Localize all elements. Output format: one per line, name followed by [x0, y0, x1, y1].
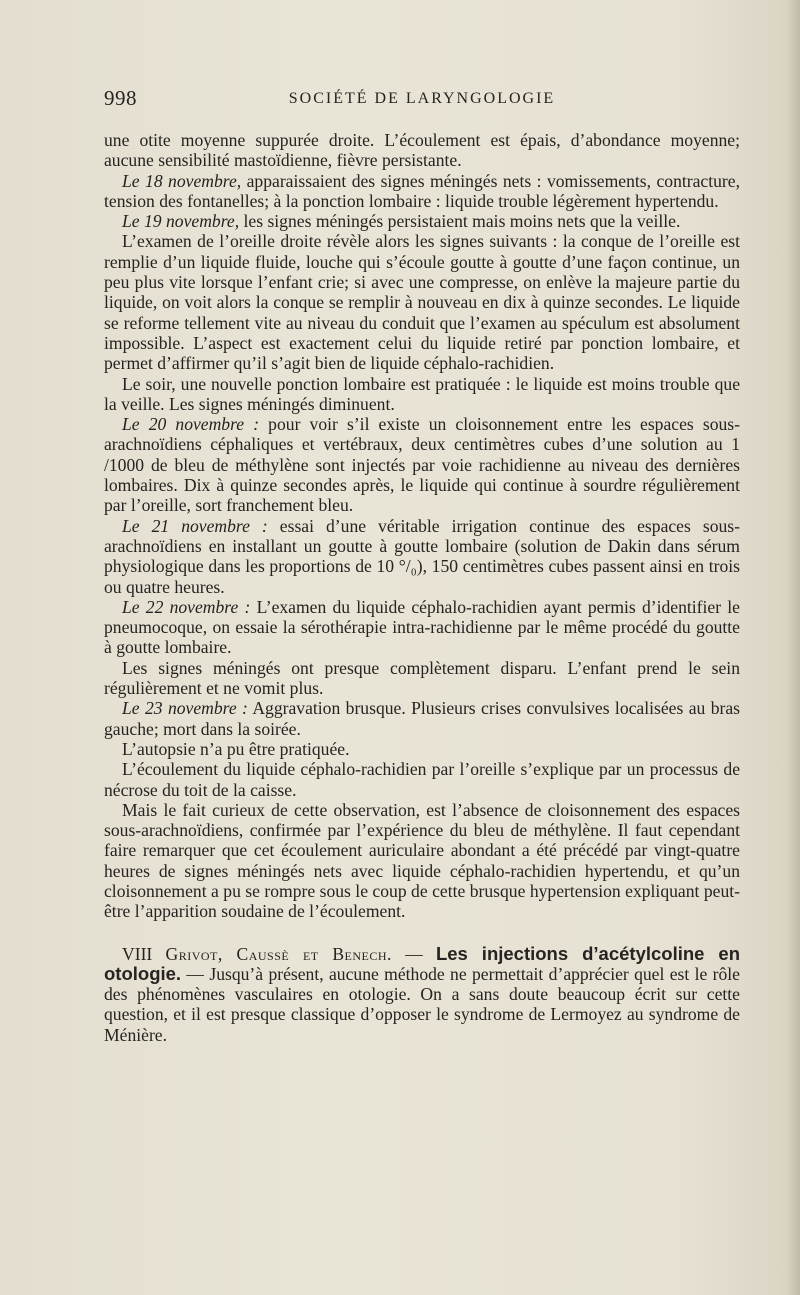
- paragraph: une otite moyenne suppurée droite. L’écoulement est épais, d’abondance moyenne; aucune sensibilité mastoïdienne, fièvre persistante.: [104, 130, 740, 171]
- paragraph: Le 20 novembre : pour voir s’il existe un cloisonnement entre les espaces sous-arachnoïdiens céphaliques et vertébraux, deux centimètres cubes d’une solution au 1 /1000 de bleu de méthylène sont injectés par voie rachidienne au niveau des dernières lombaires. Dix à quinze secondes après, le liquide qui continue à sourdre régulièrement par l’oreille, sort franchement bleu.: [104, 414, 740, 516]
- paragraph: L’autopsie n’a pu être pratiquée.: [122, 738, 350, 759]
- paragraph: Le 22 novembre : L’examen du liquide céphalo-rachidien ayant permis d’identifier le pneumocoque, on essaie la sérothérapie intra-rachidienne par le même procédé du goutte à goutte lombaire.: [104, 596, 740, 658]
- date-label: Le 21 novembre :: [122, 515, 268, 536]
- body-text: [104, 130, 740, 1045]
- paragraph: Le 18 novembre, apparaissaient des signes méningés nets : vomissements, contracture, tension des fontanelles; à la ponction lombaire : liquide trouble légèrement hypertendu.: [104, 170, 740, 211]
- date-label: Le 23 novembre :: [122, 698, 248, 719]
- paragraph: Le soir, une nouvelle ponction lombaire est pratiquée : le liquide est moins trouble que la veille. Les signes méningés diminuent.: [104, 373, 740, 414]
- page-header: [104, 86, 740, 112]
- article-body: — Jusqu’à présent, aucune méthode ne permettait d’apprécier quel est le rôle des phénomènes vasculaires en otologie. On a sans doute beaucoup écrit sur cette question, et il est presque classique d’opposer le syndrome de Lermoyez au syndrome de Ménière.: [104, 963, 740, 1045]
- article-authors: Grivot, Caussè et Benech.: [165, 943, 392, 964]
- date-label: Le 19 novembre,: [122, 211, 240, 232]
- paragraph: Le 19 novembre, les signes méningés persistaient mais moins nets que la veille.: [122, 211, 681, 232]
- page-number: 998: [104, 86, 137, 110]
- paragraph: Le 23 novembre : Aggravation brusque. Plusieurs crises convulsives localisées au bras gauche; mort dans la soirée.: [104, 698, 740, 739]
- article-entry: VIII Grivot, Caussè et Benech. — Les injections d’acétylcoline en otologie. — Jusqu’à présent, aucune méthode ne permettait d’apprécier quel est le rôle des phénomènes vasculaires en otologie. On a sans doute beaucoup écrit sur cette question, et il est presque classique d’opposer le syndrome de Lermoyez au syndrome de Ménière.: [104, 942, 740, 1045]
- paragraph: Mais le fait curieux de cette observation, est l’absence de cloisonnement des espaces sous-arachnoïdiens, confirmée par l’expérience du bleu de méthylène. Il faut cependant faire remarquer que cet écoulement auriculaire abondant a été précédé par vingt-quatre heures de signes méningés nets avec liquide céphalo-rachidien hypertendu, et qu’un cloisonnement a pu se rompre sous le coup de cette brusque hypertension expliquant peut-être l’apparition soudaine de l’écoulement.: [104, 799, 740, 922]
- paragraph: Les signes méningés ont presque complètement disparu. L’enfant prend le sein régulièrement et ne vomit plus.: [104, 657, 740, 699]
- paragraph: L’écoulement du liquide céphalo-rachidien par l’oreille s’explique par un processus de nécrose du toit de la caisse.: [104, 759, 740, 800]
- page-edge-shadow: [786, 0, 800, 1295]
- article-title: Les injections d’acétylcoline en otologie.: [104, 942, 740, 984]
- paragraph: Le 21 novembre : essai d’une véritable irrigation continue des espaces sous-arachnoïdiens en installant un goutte à goutte lombaire (solution de Dakin dans sérum physiologique dans les proportions de 10 °/₀), 150 centimètres cubes passent ainsi en trois ou quatre heures.: [104, 515, 740, 597]
- article-number: VIII: [122, 943, 153, 964]
- paragraph: L’examen de l’oreille droite révèle alors les signes suivants : la conque de l’oreille est remplie d’un liquide fluide, louche qui s’écoule goutte à goutte d’une façon continue, un peu plus vite lorsque l’enfant crie; si avec une compresse, on enlève la majeure partie du liquide, on voit alors la conque se remplir à nouveau en dix à quinze secondes. Le liquide se reforme tellement vite au niveau du conduit que l’examen au spéculum est absolument impossible. L’aspect est exactement celui du liquide retiré par ponction lombaire, et permet d’affirmer qu’il s’agit bien de liquide céphalo-rachidien.: [104, 231, 740, 374]
- date-label: Le 20 novembre :: [122, 414, 260, 435]
- date-label: Le 18 novembre,: [122, 170, 242, 191]
- date-label: Le 22 novembre :: [122, 596, 251, 617]
- running-head: SOCIÉTÉ DE LARYNGOLOGIE: [288, 90, 556, 107]
